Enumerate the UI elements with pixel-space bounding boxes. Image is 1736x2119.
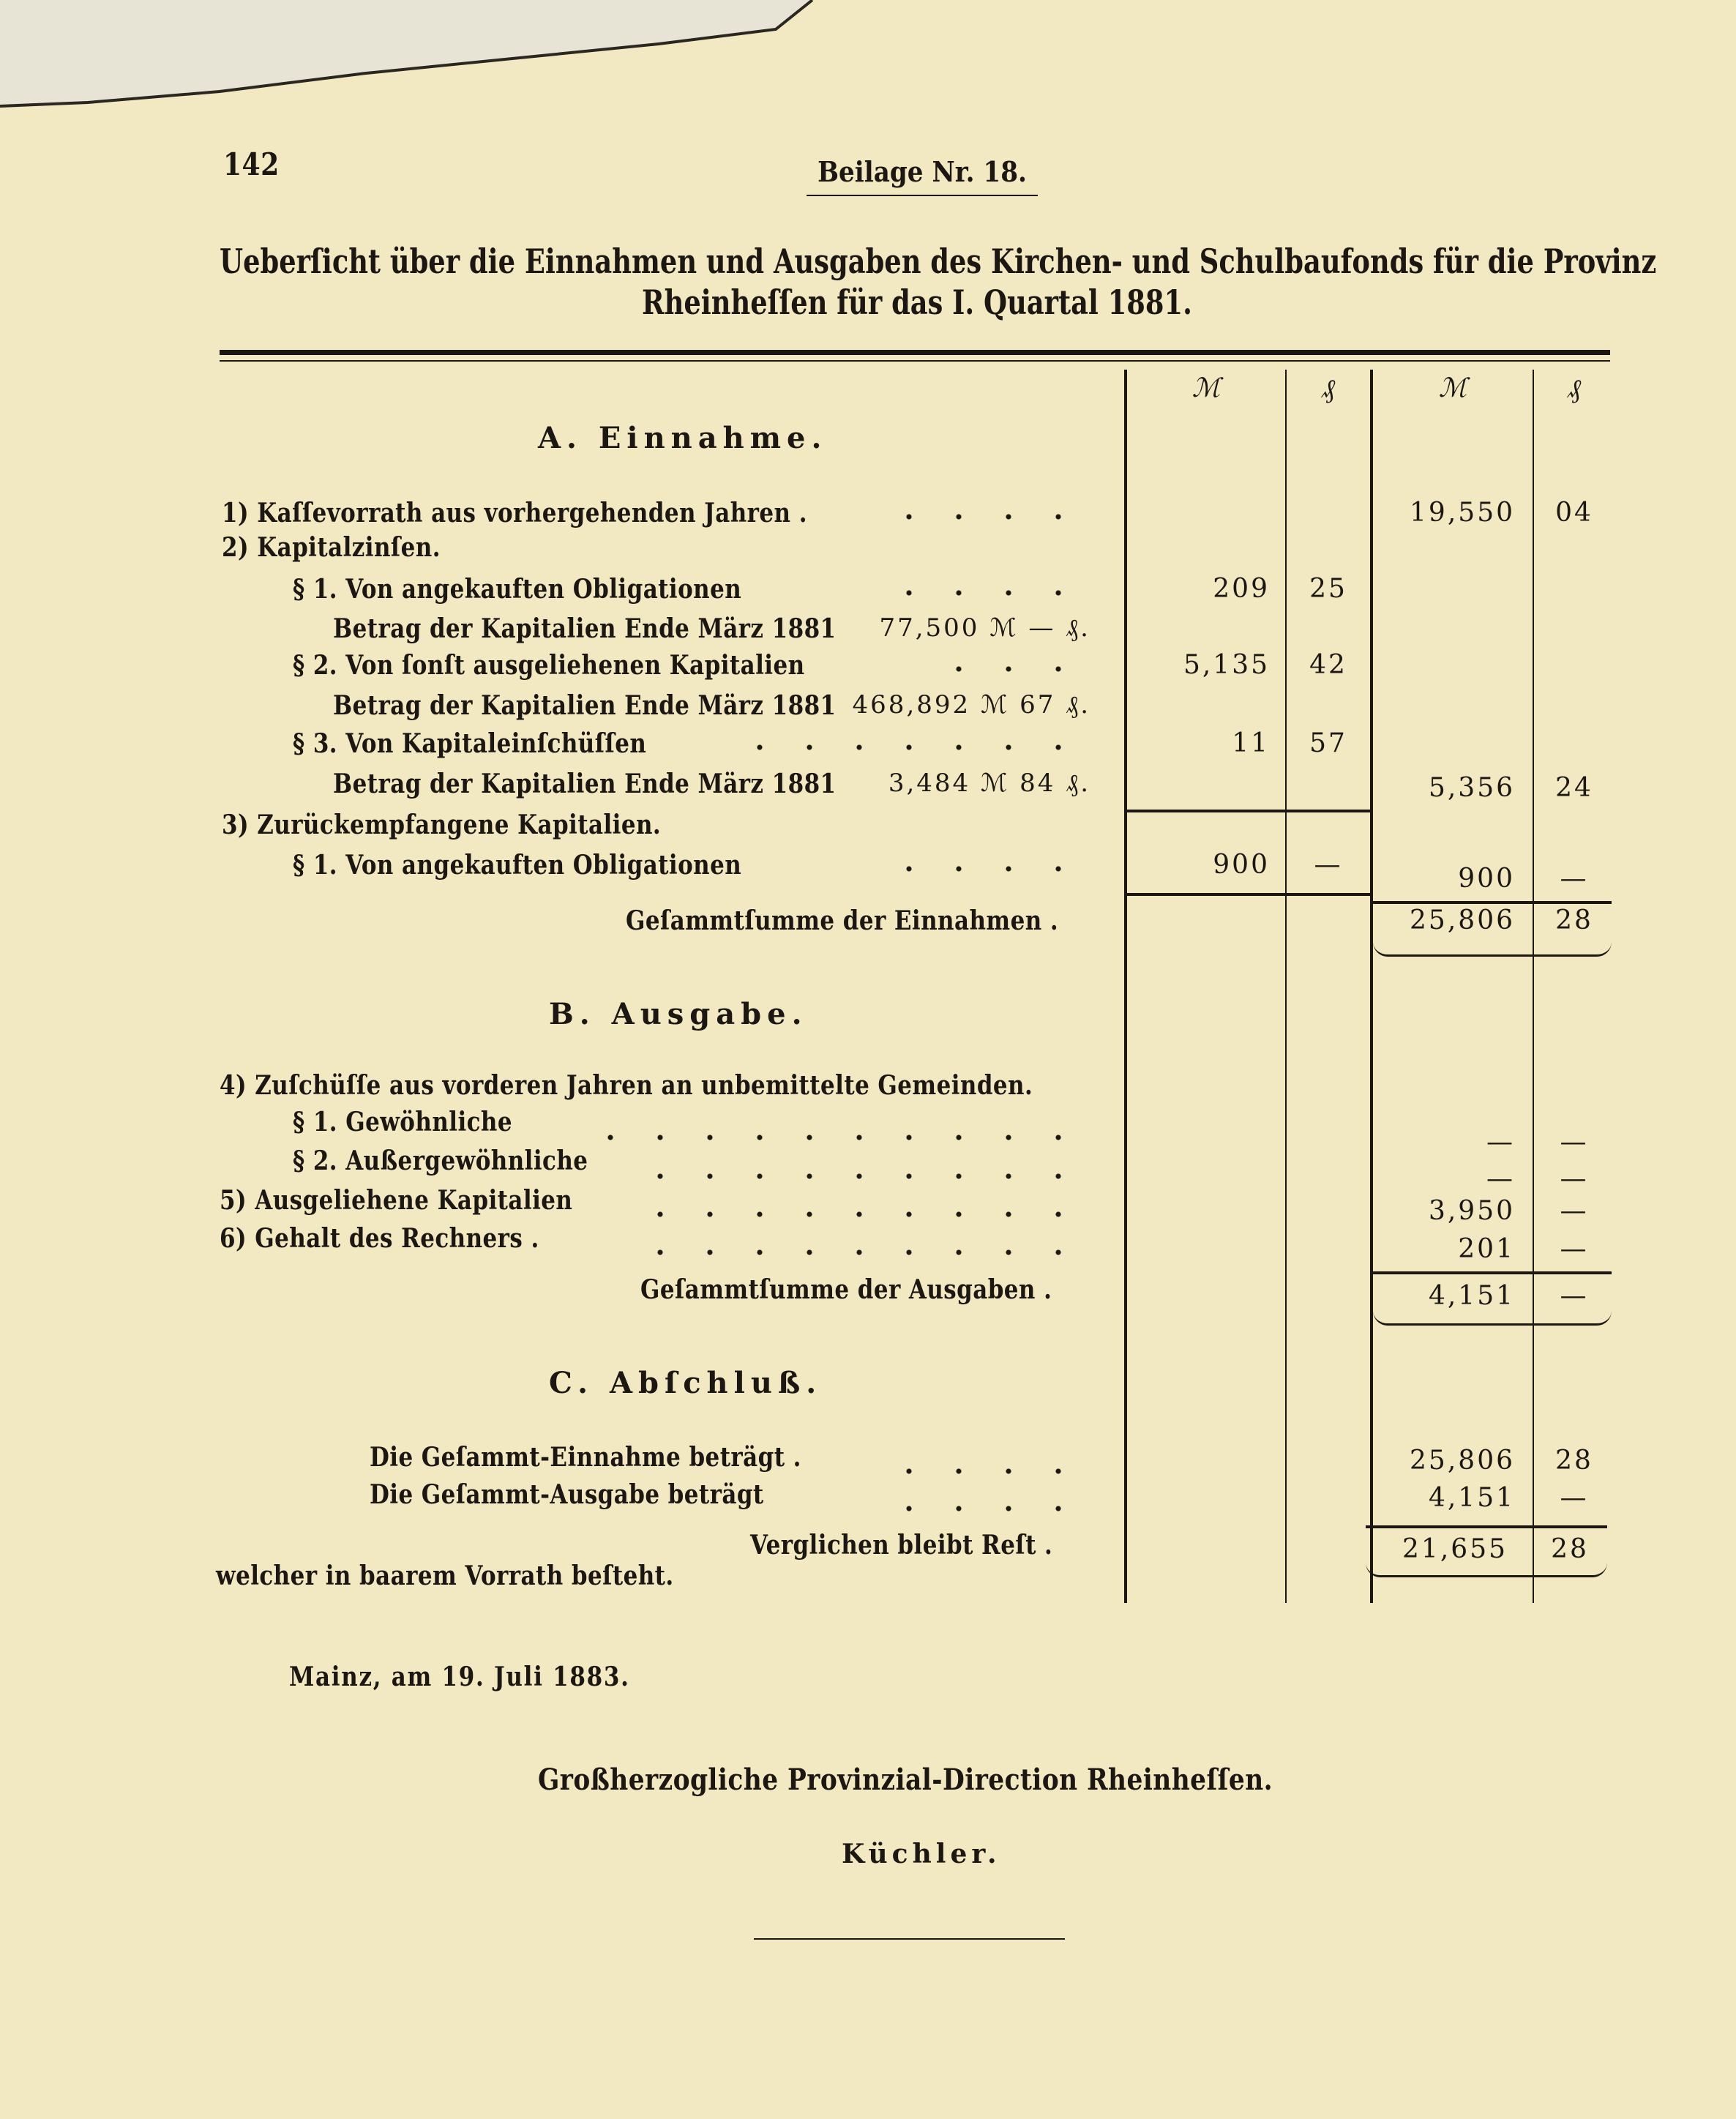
section-heading-abschluss: C. Abſchluß. bbox=[549, 1366, 823, 1400]
row-label: § 2. Von ſonſt ausgeliehenen Kapitalien bbox=[293, 650, 805, 681]
total-amount-mark: 4,151 bbox=[1428, 1281, 1515, 1311]
amount-pfennig: 28 bbox=[1555, 1446, 1593, 1476]
closing-rule bbox=[754, 1938, 1065, 1940]
brace bbox=[1373, 1307, 1612, 1326]
page-number: 142 bbox=[223, 146, 280, 182]
amount-pfennig: — bbox=[1314, 850, 1343, 880]
amount-pfennig: 24 bbox=[1555, 773, 1593, 803]
subtotal-rule bbox=[1126, 810, 1372, 812]
total-label: Geſammtſumme der Einnahmen . bbox=[626, 905, 1059, 936]
amount-mark: — bbox=[1486, 1164, 1515, 1194]
amount-pfennig: — bbox=[1560, 1196, 1589, 1226]
row-label: 2) Kapitalzinſen. bbox=[222, 532, 441, 563]
row-label: 1) Kaſſevorrath aus vorhergehenden Jahren . bbox=[222, 498, 807, 528]
amount-pfennig: — bbox=[1560, 864, 1589, 894]
row-label: § 2. Außergewöhnliche bbox=[293, 1146, 588, 1176]
row-label: Betrag der Kapitalien Ende März 1881 bbox=[333, 613, 837, 644]
title-line-2 bbox=[220, 283, 1615, 322]
amount-mark: 11 bbox=[1232, 728, 1270, 758]
title-line-2-text: Rheinheſſen für das I. Quartal 1881. bbox=[642, 283, 1192, 322]
dot-leader bbox=[629, 1173, 1083, 1179]
total-label: Geſammtſumme der Ausgaben . bbox=[640, 1274, 1052, 1305]
capital-amount: 3,484 ℳ 84 ₰. bbox=[888, 769, 1090, 798]
total-amount-pfennig: 28 bbox=[1555, 905, 1593, 935]
rest-note: welcher in baarem Vorrath beſteht. bbox=[216, 1561, 674, 1591]
total-rule bbox=[1373, 901, 1612, 904]
dot-leader bbox=[878, 1468, 1083, 1474]
column-header-pfennig: ₰ bbox=[1322, 374, 1335, 404]
place-date: Mainz, am 19. Juli 1883. bbox=[289, 1662, 630, 1692]
torn-corner bbox=[0, 0, 1736, 146]
title-line-1: Ueberſicht über die Einnahmen und Ausgaben des Kirchen- und Schulbaufonds für die Provinz bbox=[220, 242, 1657, 281]
subtotal-rule bbox=[1126, 893, 1372, 896]
dot-leader bbox=[893, 590, 1083, 596]
signature: Küchler. bbox=[842, 1839, 1001, 1869]
section-heading-einnahme: A. Einnahme. bbox=[538, 421, 828, 455]
row-label: Betrag der Kapitalien Ende März 1881 bbox=[333, 769, 837, 799]
amount-mark: 5,356 bbox=[1428, 773, 1515, 803]
amount-mark: 3,950 bbox=[1428, 1196, 1515, 1226]
amount-pfennig: 57 bbox=[1309, 728, 1347, 758]
row-label: 6) Gehalt des Rechners . bbox=[220, 1223, 539, 1254]
amount-pfennig: — bbox=[1560, 1234, 1589, 1264]
amount-pfennig: 42 bbox=[1309, 650, 1347, 680]
dot-leader bbox=[629, 1249, 1083, 1255]
amount-pfennig: — bbox=[1560, 1127, 1589, 1157]
capital-amount: 468,892 ℳ 67 ₰. bbox=[852, 690, 1090, 720]
dot-leader bbox=[922, 666, 1083, 672]
rest-label: Verglichen bleibt Reſt . bbox=[750, 1530, 1053, 1561]
column-divider bbox=[1124, 370, 1127, 1603]
column-divider bbox=[1533, 370, 1534, 1603]
total-rule bbox=[1373, 1271, 1612, 1274]
amount-mark: 25,806 bbox=[1410, 1446, 1515, 1476]
double-rule-top bbox=[220, 350, 1610, 355]
supplement-label: Beilage Nr. 18. bbox=[818, 155, 1027, 188]
amount-mark: 201 bbox=[1458, 1234, 1515, 1264]
supplement-underline bbox=[807, 195, 1038, 196]
row-label: 3) Zurückempfangene Kapitalien. bbox=[222, 810, 662, 840]
rest-amount-pfennig: 28 bbox=[1551, 1534, 1589, 1564]
double-rule-bottom bbox=[220, 360, 1610, 362]
column-header-pfennig: ₰ bbox=[1568, 374, 1581, 404]
dot-leader bbox=[629, 1211, 1083, 1217]
row-label: Die Geſammt-Einnahme beträgt . bbox=[370, 1442, 801, 1473]
amount-mark: 900 bbox=[1458, 864, 1515, 894]
amount-mark: 900 bbox=[1213, 850, 1270, 880]
total-rule bbox=[1366, 1525, 1607, 1528]
row-label: § 1. Von angekauften Obligationen bbox=[293, 574, 742, 605]
row-label: § 1. Gewöhnliche bbox=[293, 1107, 512, 1137]
rest-amount-mark: 21,655 bbox=[1402, 1534, 1508, 1564]
amount-pfennig: — bbox=[1560, 1164, 1589, 1194]
capital-amount: 77,500 ℳ — ₰. bbox=[879, 613, 1090, 643]
dot-leader bbox=[864, 514, 1083, 520]
amount-pfennig: 04 bbox=[1555, 498, 1593, 528]
amount-pfennig: — bbox=[1560, 1483, 1589, 1513]
section-heading-ausgabe: B. Ausgabe. bbox=[549, 997, 808, 1031]
dot-leader bbox=[732, 744, 1083, 750]
amount-mark: 209 bbox=[1213, 574, 1270, 604]
row-label: § 3. Von Kapitaleinſchüſſen bbox=[293, 728, 647, 759]
row-label: Die Geſammt-Ausgabe beträgt bbox=[370, 1479, 764, 1510]
dot-leader bbox=[878, 1506, 1083, 1511]
issuing-authority: Großherzogliche Provinzial-Direction Rheinheſſen. bbox=[538, 1763, 1273, 1797]
column-divider bbox=[1370, 370, 1373, 1603]
dot-leader bbox=[893, 866, 1083, 872]
amount-mark: 4,151 bbox=[1428, 1483, 1515, 1513]
amount-mark: 19,550 bbox=[1410, 498, 1515, 528]
row-label: 4) Zuſchüſſe aus vorderen Jahren an unbemittelte Gemeinden. bbox=[220, 1070, 1033, 1101]
amount-pfennig: 25 bbox=[1309, 574, 1347, 604]
row-label: 5) Ausgeliehene Kapitalien bbox=[220, 1185, 573, 1216]
total-amount-mark: 25,806 bbox=[1410, 905, 1515, 935]
column-header-mark: ℳ bbox=[1438, 373, 1467, 403]
row-label: Betrag der Kapitalien Ende März 1881 bbox=[333, 690, 837, 721]
row-label: § 1. Von angekauften Obligationen bbox=[293, 850, 742, 881]
dot-leader bbox=[571, 1135, 1083, 1140]
brace bbox=[1366, 1559, 1607, 1577]
amount-mark: — bbox=[1486, 1127, 1515, 1157]
column-header-mark: ℳ bbox=[1191, 373, 1221, 403]
column-divider bbox=[1285, 370, 1287, 1603]
total-amount-pfennig: — bbox=[1560, 1281, 1589, 1311]
brace bbox=[1373, 938, 1612, 957]
amount-mark: 5,135 bbox=[1183, 650, 1270, 680]
